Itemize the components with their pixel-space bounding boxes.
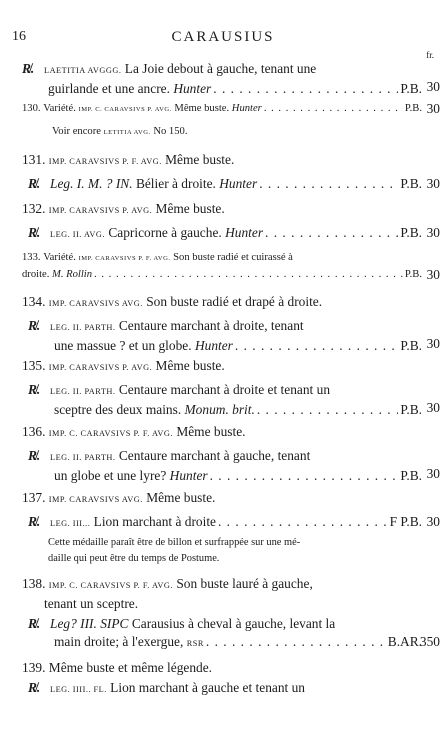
entry-134-reverse [28, 317, 422, 355]
collection-name: Hunter [169, 468, 208, 483]
source-abbrev: F P.B. [389, 514, 422, 529]
reverse-description: Bélier à droite. [135, 176, 216, 191]
obverse-legend: IMP. C. CARAVSIVS P. F. AVG. [48, 429, 173, 438]
reverse-description: Centaure marchant à gauche, tenant [118, 448, 311, 463]
entry-number: 131. [22, 152, 46, 167]
cross-reference-legend: LETITIA AVG. [103, 129, 151, 136]
price: 30 [426, 514, 440, 529]
entry-number: 130. [22, 103, 41, 114]
reverse-legend: LEG. III... [50, 519, 91, 528]
collection-name: Hunter [231, 103, 262, 114]
cross-reference-text: Voir encore [52, 126, 101, 137]
variety-label: Variété. [43, 103, 76, 114]
reverse-description: Lion marchant à gauche et tenant un [110, 680, 305, 695]
footnote-line: daille qui peut être du temps de Postume. [48, 553, 220, 564]
entry-number: 137. [22, 490, 46, 505]
reverse-symbol: R̸. [28, 225, 41, 240]
reverse-description: Centaure marchant à droite et tenant un [118, 382, 331, 397]
leader-dots [218, 513, 388, 531]
source-abbrev: P.B. [400, 225, 422, 240]
entry-132-reverse [28, 224, 422, 244]
obverse-description: Son buste radié et drapé à droite. [146, 294, 323, 309]
source-abbrev: P.B. [400, 402, 422, 417]
reverse-description: Centaure marchant à droite, tenant [118, 318, 304, 333]
entry-132 [22, 200, 422, 220]
reverse-description-cont: un globe et une lyre? [54, 468, 167, 483]
page-title: CARAUSIUS [171, 29, 275, 45]
footnote-line: Cette médaille paraît être de billon et surfrappée sur une mé- [48, 537, 301, 548]
source-abbrev: P.B. [404, 103, 422, 114]
reverse-symbol: R̸. [22, 61, 35, 76]
reverse-legend: LEG. II. PARTH. [50, 453, 116, 462]
reverse-description: Carausius à cheval à gauche, levant la [131, 616, 336, 631]
entry-136-reverse [28, 447, 422, 485]
exergue-legend: RSR [186, 639, 204, 648]
reverse-legend: Leg? III. SIPC [50, 616, 129, 631]
reverse-legend: LEG. II. PARTH. [50, 323, 116, 332]
entry-137-reverse [28, 513, 422, 533]
reverse-symbol: R̸. [28, 616, 41, 631]
source-abbrev: P.B. [400, 338, 422, 353]
leader-dots [235, 337, 399, 355]
entry-139-reverse [28, 679, 422, 699]
source-abbrev: P.B. [400, 468, 422, 483]
obverse-description: Même buste. [155, 201, 225, 216]
reverse-description: La Joie debout à gauche, tenant une [124, 61, 317, 76]
reverse-description-cont: sceptre des deux mains. [54, 402, 182, 417]
reverse-description-cont: guirlande et une ancre. [48, 81, 170, 96]
reverse-legend: LEG. II. PARTH. [50, 387, 116, 396]
obverse-description: Même buste. [165, 152, 235, 167]
page-header [12, 28, 434, 60]
entry-number: 138. [22, 576, 46, 591]
price: 30 [426, 225, 440, 240]
entry-138 [22, 575, 422, 613]
entry-135 [22, 357, 422, 377]
collection-name: Hunter [219, 176, 258, 191]
price: 30 [426, 336, 440, 351]
collection-name: Hunter [225, 225, 264, 240]
cross-reference [52, 124, 422, 141]
obverse-description: Même buste. [174, 103, 230, 114]
reverse-symbol: R̸. [28, 514, 41, 529]
obverse-legend: IMP. CARAVSIVS P. AVG. [48, 363, 153, 372]
obverse-description-cont: tenant un sceptre. [44, 596, 139, 611]
entry-139 [22, 659, 422, 677]
reverse-symbol: R̸. [28, 680, 41, 695]
reverse-description: Lion marchant à droite [93, 514, 216, 529]
reverse-legend: Leg. I. M. ? IN. [50, 176, 133, 191]
reverse-symbol: R̸. [28, 176, 41, 191]
entry-131 [22, 151, 422, 171]
leader-dots [206, 633, 386, 651]
entry-130 [22, 101, 422, 118]
reverse-legend: LEG. IIII.. FL. [50, 685, 107, 694]
entry-133 [22, 250, 422, 283]
reverse-description-cont: une massue ? et un globe. [54, 338, 192, 353]
reverse-symbol: R̸. [28, 382, 41, 397]
obverse-legend: IMP. CARAVSIVS P. F. AVG. [78, 255, 171, 262]
obverse-description: Même buste. [176, 424, 246, 439]
entry-number: 133. [22, 252, 41, 263]
price: 30 [426, 176, 440, 191]
entry-number: 139. [22, 660, 46, 675]
leader-dots [264, 101, 403, 117]
reverse-legend: LAETITIA AVGGG. [44, 66, 122, 75]
leader-dots [210, 467, 399, 485]
price: 350 [419, 634, 440, 649]
leader-dots [213, 80, 398, 98]
collection-name: Hunter [173, 81, 212, 96]
obverse-description-cont: droite. [22, 269, 50, 280]
entry-number: 134. [22, 294, 46, 309]
collection-name: Monum. brit. [184, 402, 255, 417]
cross-reference-number: No 150. [153, 126, 188, 137]
obverse-description: Son buste lauré à gauche, [176, 576, 313, 591]
obverse-legend: IMP. CARAVSIVS AVG. [48, 495, 143, 504]
entry-136 [22, 423, 422, 443]
obverse-description: Même buste. [146, 490, 216, 505]
entry-number: 135. [22, 358, 46, 373]
source-abbrev: P.B. [400, 81, 422, 96]
price-column-label: fr. [426, 50, 434, 60]
obverse-legend: IMP. C. CARAVSIVS P. F. AVG. [48, 581, 173, 590]
source-abbrev: P.B. [400, 176, 422, 191]
obverse-legend: IMP. CARAVSIVS P. AVG. [48, 206, 153, 215]
entry-number: 132. [22, 201, 46, 216]
obverse-description: Même buste. [155, 358, 225, 373]
obverse-description: Même buste et même légende. [48, 660, 213, 675]
reverse-description: Capricorne à gauche. [108, 225, 222, 240]
source-abbrev: P.B. [404, 269, 422, 280]
reverse-symbol: R̸. [28, 318, 41, 333]
obverse-description: Son buste radié et cuirassé à [173, 252, 293, 263]
reverse-symbol: R̸. [28, 448, 41, 463]
price: 30 [426, 79, 440, 94]
entry-129-reverse [22, 60, 422, 98]
obverse-legend: IMP. CARAVSIVS AVG. [48, 299, 143, 308]
entry-134 [22, 293, 422, 313]
entry-131-reverse [28, 175, 422, 193]
price: 30 [426, 466, 440, 481]
price: 30 [426, 101, 440, 116]
price: 30 [426, 400, 440, 415]
leader-dots [94, 267, 403, 283]
collection-name: Hunter [194, 338, 233, 353]
reverse-description-cont: main droite; à l'exergue, [54, 634, 184, 649]
entry-137 [22, 489, 422, 509]
leader-dots [265, 224, 398, 242]
footnote-137 [48, 535, 402, 567]
variety-label: Variété. [43, 252, 76, 263]
price: 30 [426, 267, 440, 282]
leader-dots [257, 401, 399, 419]
entry-number: 136. [22, 424, 46, 439]
leader-dots [259, 175, 398, 193]
obverse-legend: IMP. C. CARAVSIVS P. AVG. [78, 106, 172, 113]
entry-135-reverse [28, 381, 422, 419]
page-number: 16 [12, 29, 26, 44]
reverse-legend: LEG. II. AVG. [50, 230, 105, 239]
source-abbrev: B.AR. [387, 634, 422, 649]
entry-138-reverse [28, 615, 422, 653]
obverse-legend: IMP. CARAVSIVS P. F. AVG. [48, 157, 162, 166]
collection-name: M. Rollin [52, 269, 93, 280]
